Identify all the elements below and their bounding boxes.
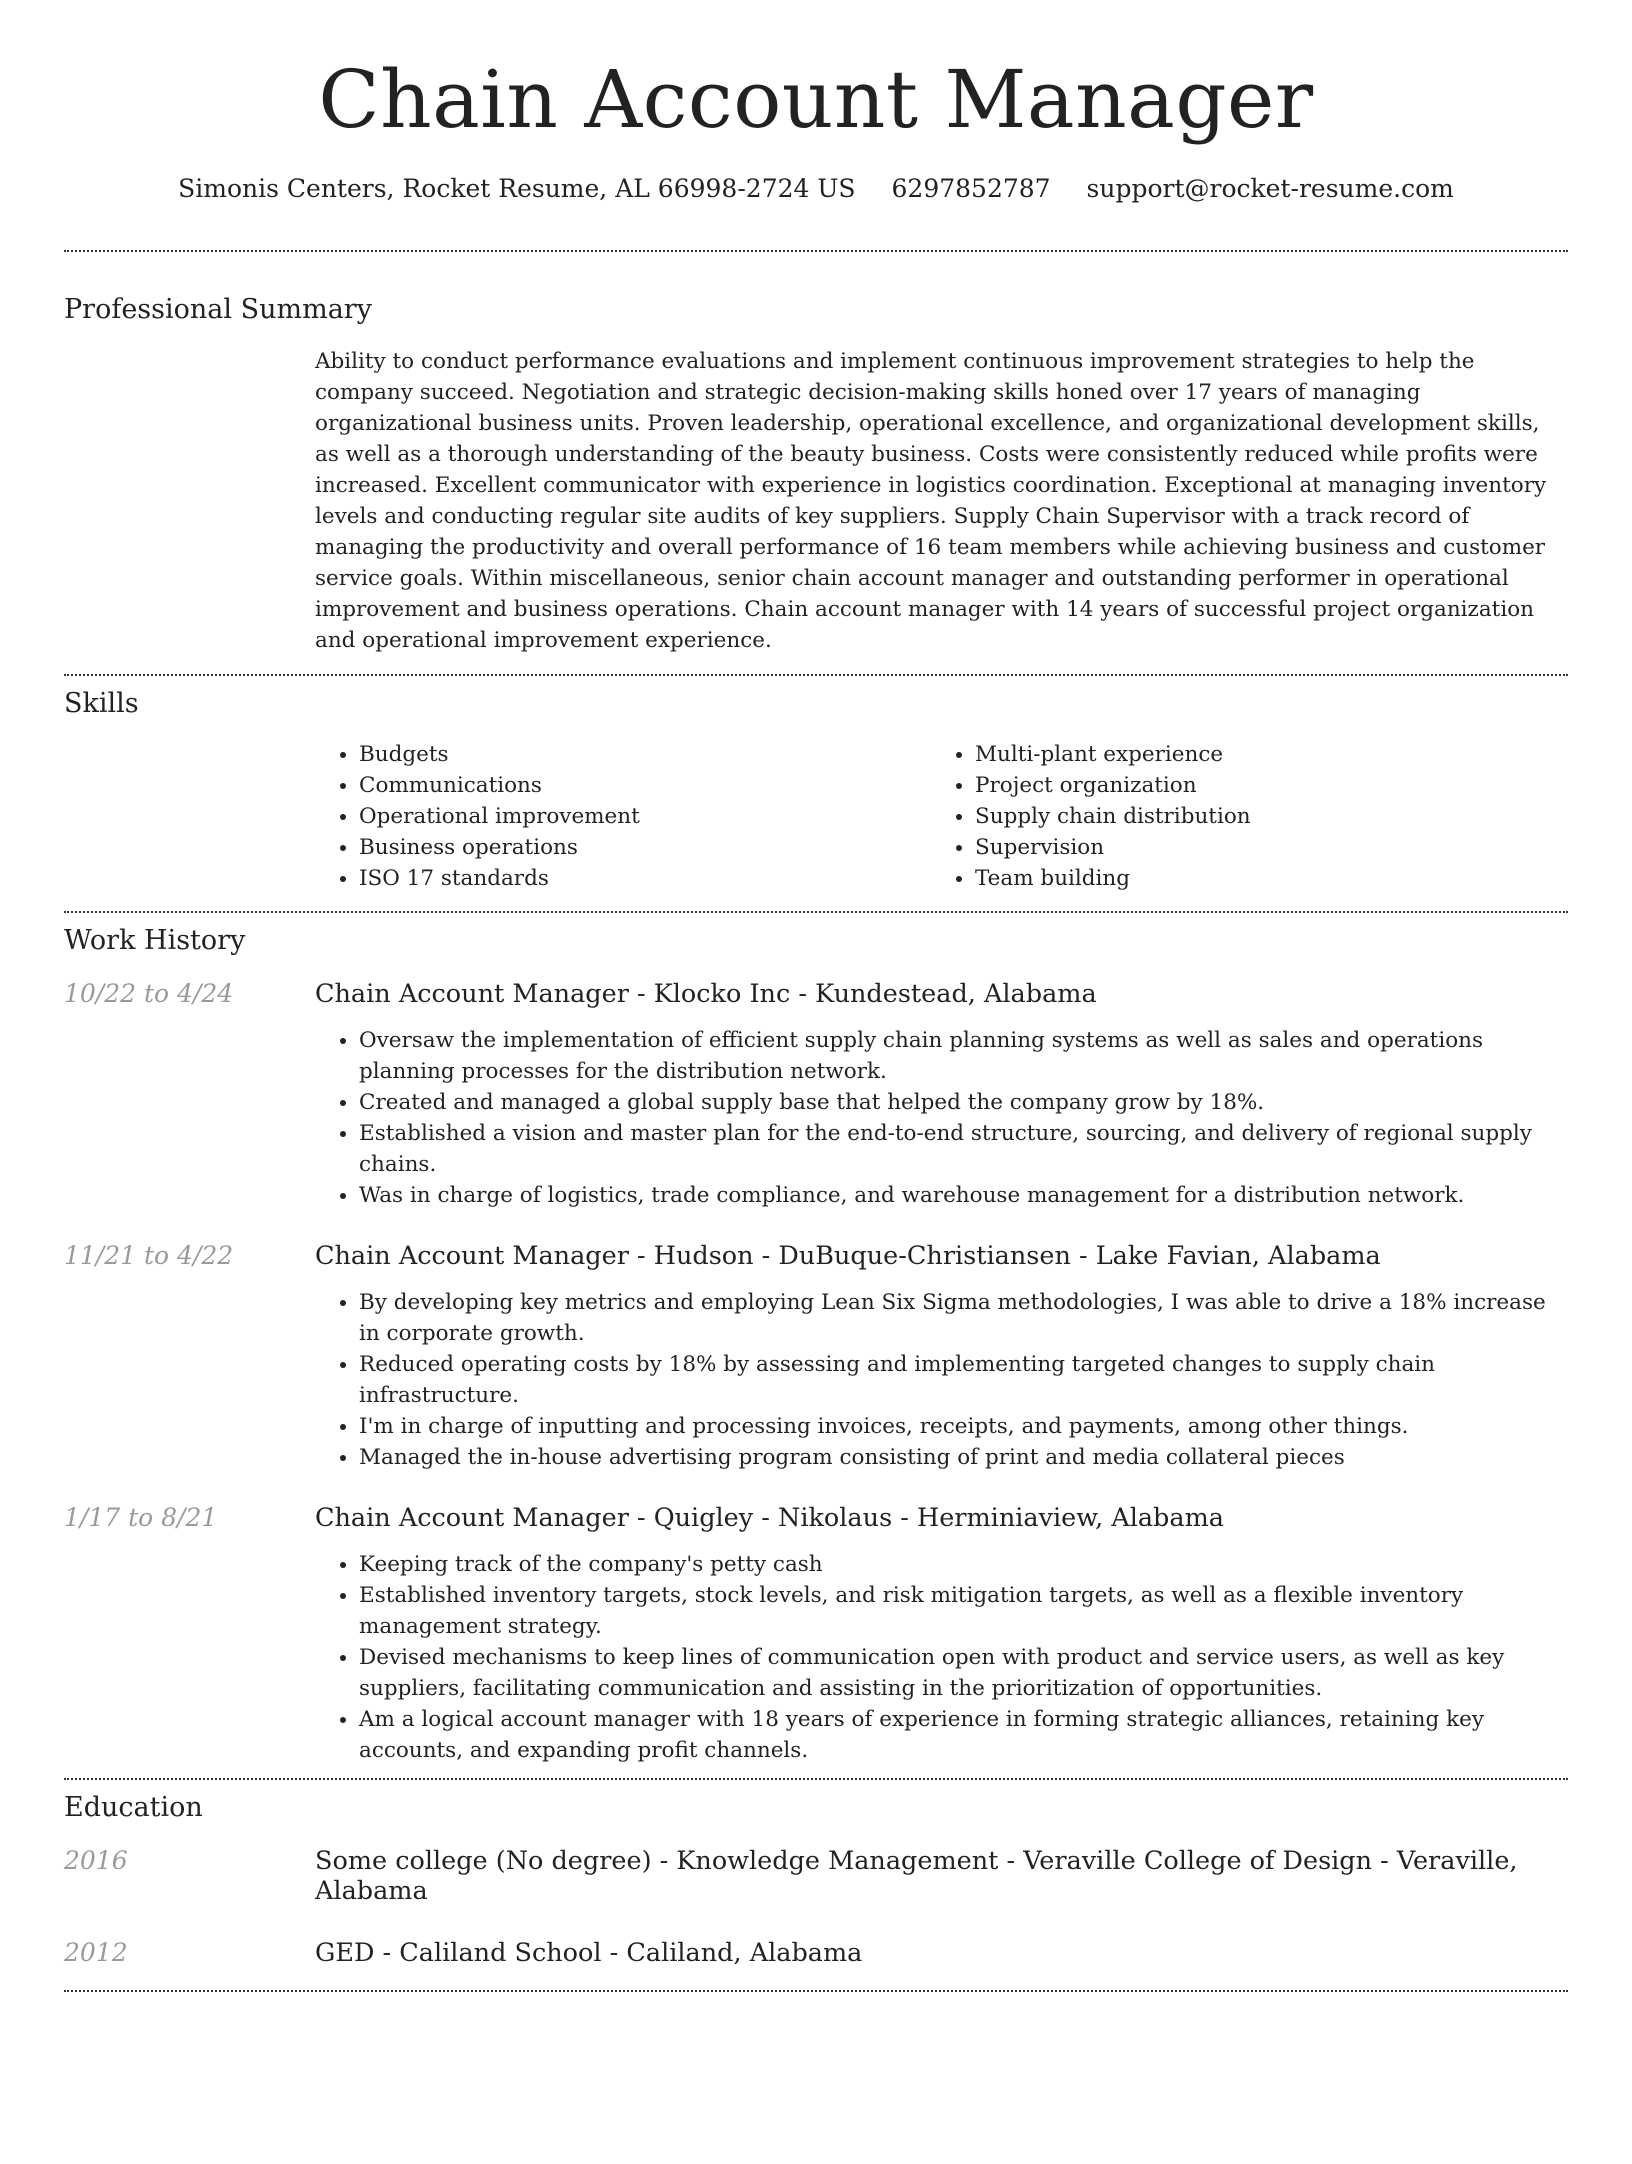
job-bullets — [315, 1549, 1568, 1766]
job-bullet: • Oversaw the implementation of efficient supply chain planning systems as well as sales and operations planning processes for the distribution network. — [359, 1025, 1568, 1087]
job-dates: 11/21 to 4/22 — [64, 1241, 234, 1270]
skills-column-left — [315, 739, 931, 894]
skill-item: • Operational improvement — [359, 801, 931, 832]
job-entry — [64, 1503, 1568, 1766]
job-bullet: • Established a vision and master plan for the end-to-end structure, sourcing, and delivery of regional supply chains. — [359, 1118, 1568, 1180]
job-bullets — [315, 1025, 1568, 1211]
education-entry — [64, 1938, 1568, 1968]
divider — [64, 1778, 1568, 1780]
job-bullet: • Managed the in-house advertising program consisting of print and media collateral pieces — [359, 1442, 1568, 1473]
job-header — [64, 1241, 1568, 1271]
skill-item: • Supervision — [975, 832, 1547, 863]
job-bullet: • Keeping track of the company's petty cash — [359, 1549, 1568, 1580]
skill-item: • Communications — [359, 770, 931, 801]
job-bullet: • Was in charge of logistics, trade compliance, and warehouse management for a distribution network. — [359, 1180, 1568, 1211]
job-bullet: • Devised mechanisms to keep lines of communication open with product and service users, as well as key suppliers, facilitating communication and assisting in the prioritization of opportunities. — [359, 1642, 1568, 1704]
job-dates: 1/17 to 8/21 — [64, 1503, 218, 1532]
job-header — [64, 1503, 1568, 1533]
contact-email: support@rocket-resume.com — [1086, 174, 1454, 203]
divider — [64, 1990, 1568, 1992]
job-bullet: • Created and managed a global supply base that helped the company grow by 18%. — [359, 1087, 1568, 1118]
job-dates: 10/22 to 4/24 — [64, 979, 234, 1008]
section-title-education: Education — [64, 1792, 203, 1823]
divider — [64, 911, 1568, 913]
resume-page — [0, 52, 1632, 2164]
skill-item: • Business operations — [359, 832, 931, 863]
education-details: Some college (No degree) - Knowledge Management - Veraville College of Design - Veraville, Alabama — [315, 1846, 1518, 1906]
candidate-name: Chain Account Manager — [318, 53, 1314, 146]
skill-item: • Team building — [975, 863, 1547, 894]
skills-list — [315, 739, 1568, 894]
skills-column-right — [931, 739, 1547, 894]
job-bullet: • By developing key metrics and employing Lean Six Sigma methodologies, I was able to drive a 18% increase in corporate growth. — [359, 1287, 1568, 1349]
job-bullet: • Established inventory targets, stock levels, and risk mitigation targets, as well as a flexible inventory management strategy. — [359, 1580, 1568, 1642]
job-bullets — [315, 1287, 1568, 1473]
job-bullet: • Am a logical account manager with 18 years of experience in forming strategic alliances, retaining key accounts, and expanding profit channels. — [359, 1704, 1568, 1766]
education-entry — [64, 1846, 1568, 1906]
education-year: 2012 — [64, 1938, 128, 1967]
skill-item: • Budgets — [359, 739, 931, 770]
job-title: Chain Account Manager - Quigley - Nikolaus - Herminiaview, Alabama — [315, 1503, 1224, 1533]
job-bullet: • I'm in charge of inputting and processing invoices, receipts, and payments, among other things. — [359, 1411, 1568, 1442]
skill-item: • ISO 17 standards — [359, 863, 931, 894]
job-header — [64, 979, 1568, 1009]
contact-line — [64, 172, 1568, 206]
job-entry — [64, 1241, 1568, 1473]
section-title-work: Work History — [64, 925, 246, 956]
education-details: GED - Caliland School - Caliland, Alabama — [315, 1938, 863, 1968]
skill-item: • Multi-plant experience — [975, 739, 1547, 770]
education-year: 2016 — [64, 1846, 128, 1875]
contact-phone: 6297852787 — [891, 174, 1051, 203]
summary-text: Ability to conduct performance evaluations and implement continuous improvement strategies to help the company succeed. Negotiation and strategic decision-making skills honed over 17 years of managing organizational business units. Proven leadership, operational excellence, and organizational development skills, as well as a thorough understanding of the beauty business. Costs were consistently reduced while profits were increased. Excellent communicator with experience in logistics coordination. Exceptional at managing inventory levels and conducting regular site audits of key suppliers. Supply Chain Supervisor with a track record of managing the productivity and overall performance of 16 team members while achieving business and customer service goals. Within miscellaneous, senior chain account manager and outstanding performer in operational improvement and business operations. Chain account manager with 14 years of successful project organization and operational improvement experience. — [315, 349, 1547, 653]
job-bullet: • Reduced operating costs by 18% by assessing and implementing targeted changes to supply chain infrastructure. — [359, 1349, 1568, 1411]
skill-item: • Supply chain distribution — [975, 801, 1547, 832]
job-title: Chain Account Manager - Hudson - DuBuque-Christiansen - Lake Favian, Alabama — [315, 1241, 1381, 1271]
job-entry — [64, 979, 1568, 1211]
section-title-summary: Professional Summary — [64, 294, 372, 325]
divider — [64, 250, 1568, 252]
job-title: Chain Account Manager - Klocko Inc - Kundestead, Alabama — [315, 979, 1097, 1009]
section-title-skills: Skills — [64, 688, 139, 719]
contact-address: Simonis Centers, Rocket Resume, AL 66998-2724 US — [178, 174, 856, 203]
divider — [64, 674, 1568, 676]
skill-item: • Project organization — [975, 770, 1547, 801]
